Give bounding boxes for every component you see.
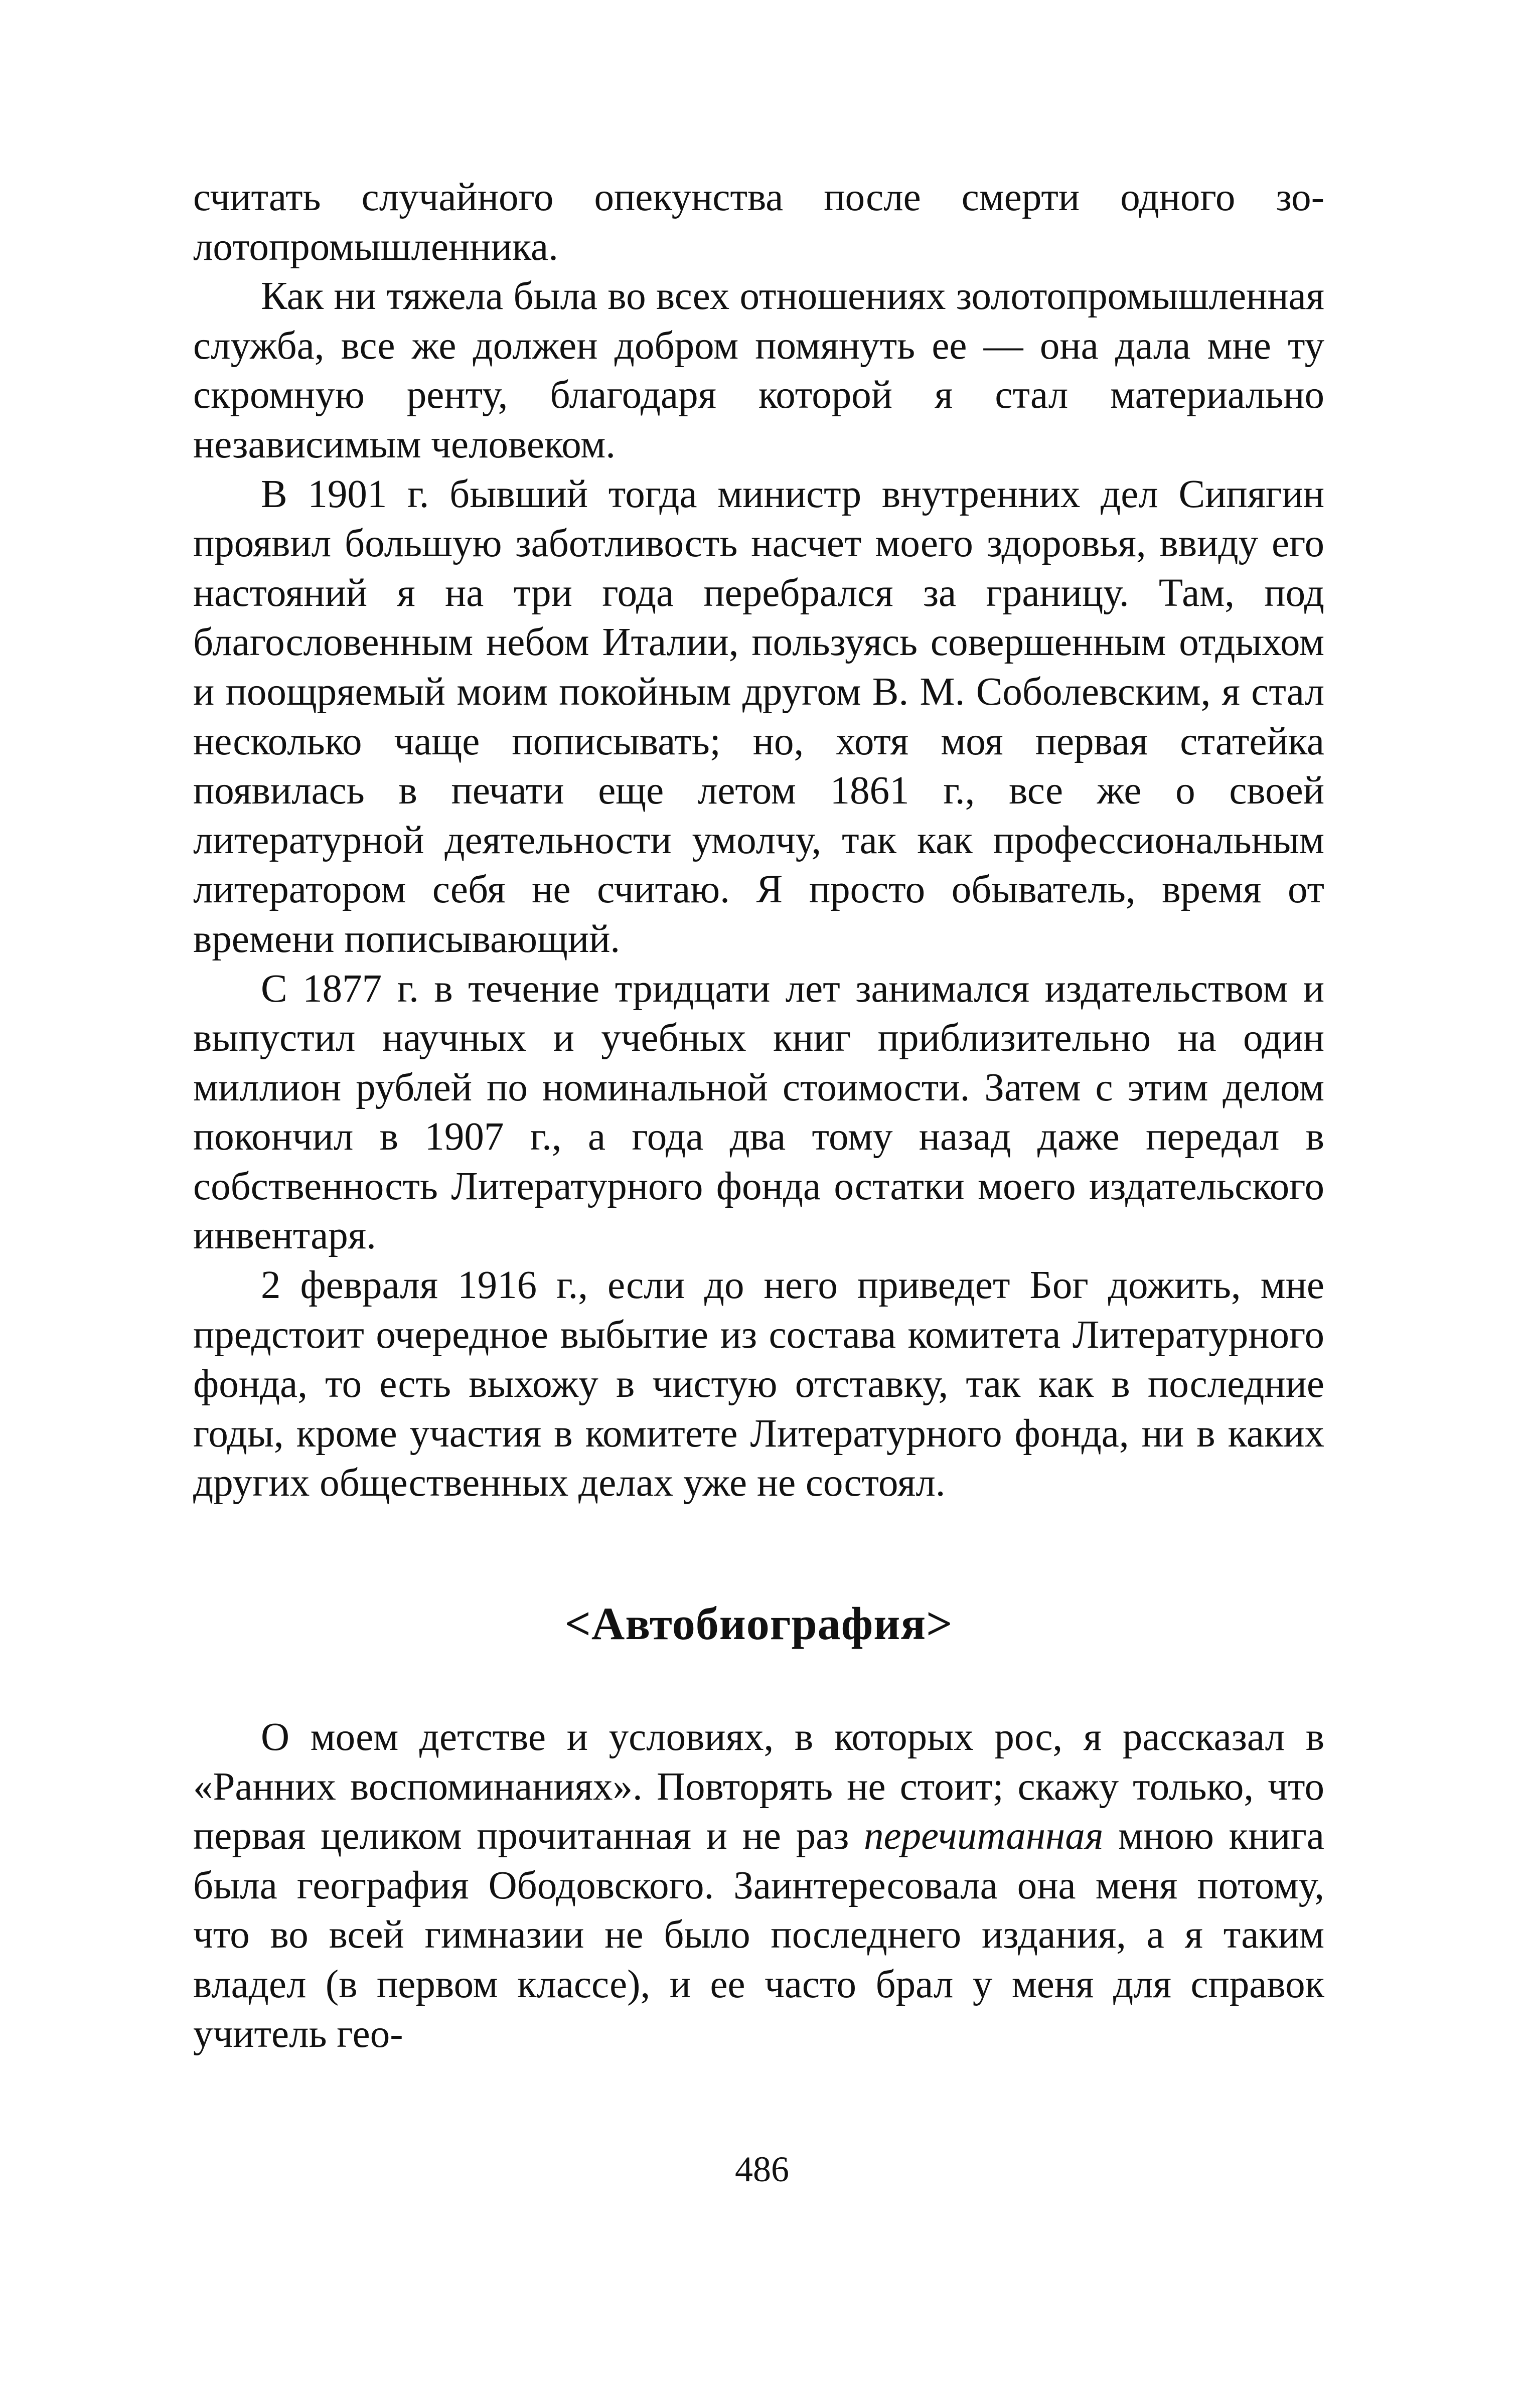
paragraph-1: считать случайного опекунства после смерти одного золотопромышленника.: [193, 176, 1324, 269]
page-body: [193, 173, 1324, 2059]
page-number: 486: [735, 2149, 789, 2189]
spacer: [193, 1654, 1324, 1713]
section-heading: <Автобиография>: [564, 1598, 953, 1650]
spacer: [193, 1508, 1324, 1593]
paragraph-6-text-end: мною книга была география Ободовского. Заинтересовала она меня потому, что во всей гимназии не было последнего издания, а я таким владел (в первом классе), и ее часто брал у меня для справок учитель гео-: [193, 1814, 1324, 2056]
paragraph-3: В 1901 г. бывший тогда министр внутренних дел Сипягин проявил большую заботливость насчет моего здоровья, ввиду его настояний я на три года перебрался за границу. Там, под благословенным небом Италии, пользуясь совершенным отдыхом и поощряемый моим покойным другом В. М. Соболевским, я стал несколько чаще пописывать; но, хотя моя первая статейка появилась в печати еще летом 1861 г., все же о своей литературной деятельности умолчу, так как профессиональным литератором себя не считаю. Я просто обыватель, время от времени пописывающий.: [193, 472, 1324, 961]
italic-word: перечитанная: [864, 1814, 1104, 1858]
paragraph-4: С 1877 г. в течение тридцати лет занимался издательством и выпустил научных и учебных книг приблизительно на один миллион рублей по номинальной стоимости. Затем с этим делом покончил в 1907 г., а года два тому назад даже передал в собственность Литературного фонда остатки моего издательского инвентаря.: [193, 967, 1324, 1258]
paragraph-6-text-start: О моем детстве и условиях, в которых рос, я рассказал в «Ранних воспоминаниях». Повторять не стоит; скажу только, что первая целиком прочитанная и не раз: [193, 1715, 1324, 1858]
paragraph-5: 2 февраля 1916 г., если до него приведет Бог дожить, мне предстоит очередное выбытие из состава комитета Литературного фонда, то есть выхожу в чистую отставку, так как в последние годы, кроме участия в комитете Литературного фонда, ни в каких других общественных делах уже не состоял.: [193, 1263, 1324, 1505]
paragraph-2: Как ни тяжела была во всех отношениях золотопромышленная служба, все же должен добром помянуть ее — она дала мне ту скромную ренту, благодаря которой я стал материально независимым человеком.: [193, 274, 1324, 466]
paragraph-6: [193, 1713, 1324, 2059]
